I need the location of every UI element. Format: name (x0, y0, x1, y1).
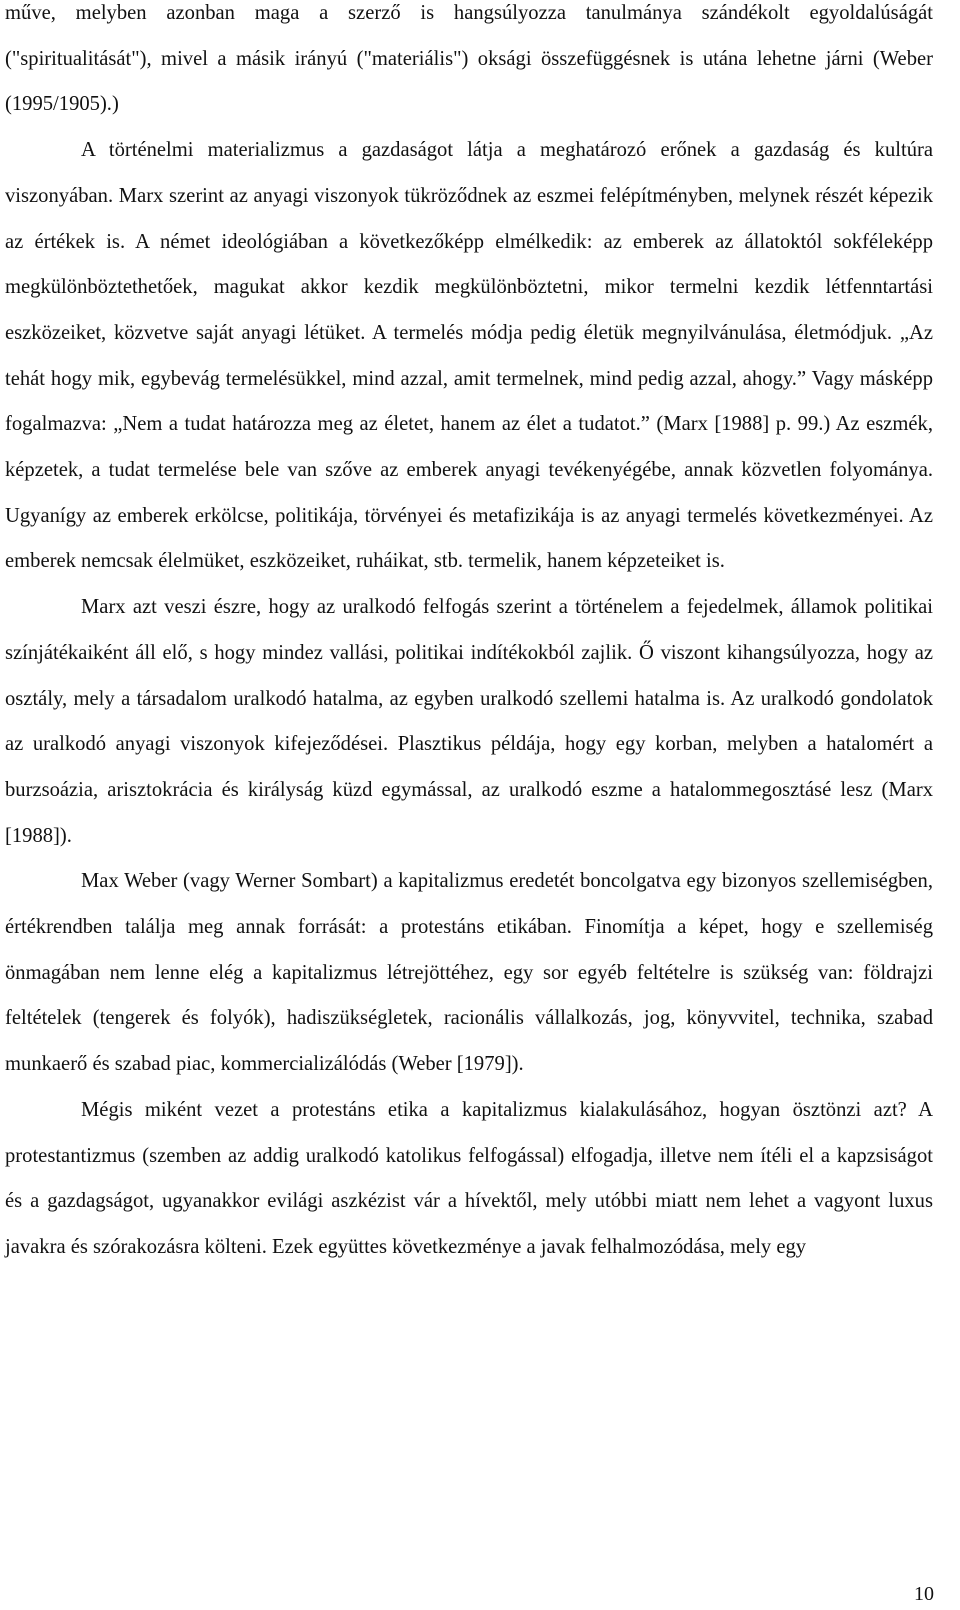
paragraph-weber-capitalism: Max Weber (vagy Werner Sombart) a kapitalizmus eredetét boncolgatva egy bizonyos szellemiségben, értékrendben találja meg annak forrását: a protestáns etikában. Finomítja a képet, hogy e szellemiség önmagában nem lenne elég a kapitalizmus létrejöttéhez, egy sor egyéb feltételre is szükség van: földrajzi feltételek (tengerek és folyók), hadiszükségletek, racionális vállalkozás, jog, könyvvitel, technika, szabad munkaerő és szabad piac, kommercializálódás (Weber [1979]). (5, 870, 933, 1076)
paragraph-historical-materialism: A történelmi materializmus a gazdaságot látja a meghatározó erőnek a gazdaság és kultúra viszonyában. Marx szerint az anyagi viszonyok tükröződnek az eszmei felépítményben, melynek részét képezik az értékek is. A német ideológiában a következőképp elmélkedik: az emberek az állatoktól sokféleképp megkülönböztethetőek, magukat akkor kezdik megkülönböztetni, mikor termelni kezdik létfenntartási eszközeiket, közvetve saját anyagi létüket. A termelés módja pedig életük megnyilvánulása, életmódjuk. „Az tehát hogy mik, egybevág termelésükkel, mind azzal, amit termelnek, mind pedig azzal, ahogy.” Vagy másképp fogalmazva: „Nem a tudat határozza meg az életet, hanem az élet a tudatot.” (Marx [1988] p. 99.) Az eszmék, képzetek, a tudat termelése bele van szőve az emberek anyagi tevékenyégébe, annak közvetlen folyománya. Ugyanígy az emberek erkölcse, politikája, törvényei és metafizikája is az anyagi termelés következményei. Az emberek nemcsak élelmüket, eszközeiket, ruháikat, stb. termelik, hanem képzeteiket is. (5, 139, 933, 573)
paragraph-protestant-ethic: Mégis miként vezet a protestáns etika a kapitalizmus kialakulásához, hogyan ösztönzi azt? A protestantizmus (szemben az addig uralkodó katolikus felfogással) elfogadja, illetve nem ítéli el a kapzsiságot és a gazdagságot, ugyanakkor evilági aszkézist vár a hívektől, mely utóbbi miatt nem lehet a vagyont luxus javakra és szórakozásra költeni. Ezek együttes következménye a javak felhalmozódása, mely egy (5, 1098, 933, 1258)
paragraph-continuation: műve, melyben azonban maga a szerző is hangsúlyozza tanulmánya szándékolt egyoldalúságát ("spiritualitását"), mivel a másik irányú ("materiális") oksági összefüggésnek is utána lehetne járni (Weber (1995/1905).) (5, 2, 933, 116)
page-number: 10 (914, 1583, 934, 1605)
paragraph-ruling-ideas: Marx azt veszi észre, hogy az uralkodó felfogás szerint a történelem a fejedelmek, államok politikai színjátékaiként áll elő, s hogy mindez vallási, politikai indítékokból zajlik. Ő viszont kihangsúlyozza, hogy az osztály, mely a társadalom uralkodó hatalma, az egyben uralkodó szellemi hatalma is. Az uralkodó gondolatok az uralkodó anyagi viszonyok kifejeződései. Plasztikus példája, hogy egy korban, melyben a hatalomért a burzsoázia, arisztokrácia és királyság küzd egymással, az uralkodó eszme a hatalommegosztásé lesz (Marx [1988]). (5, 596, 933, 847)
text-body (5, 0, 933, 1271)
